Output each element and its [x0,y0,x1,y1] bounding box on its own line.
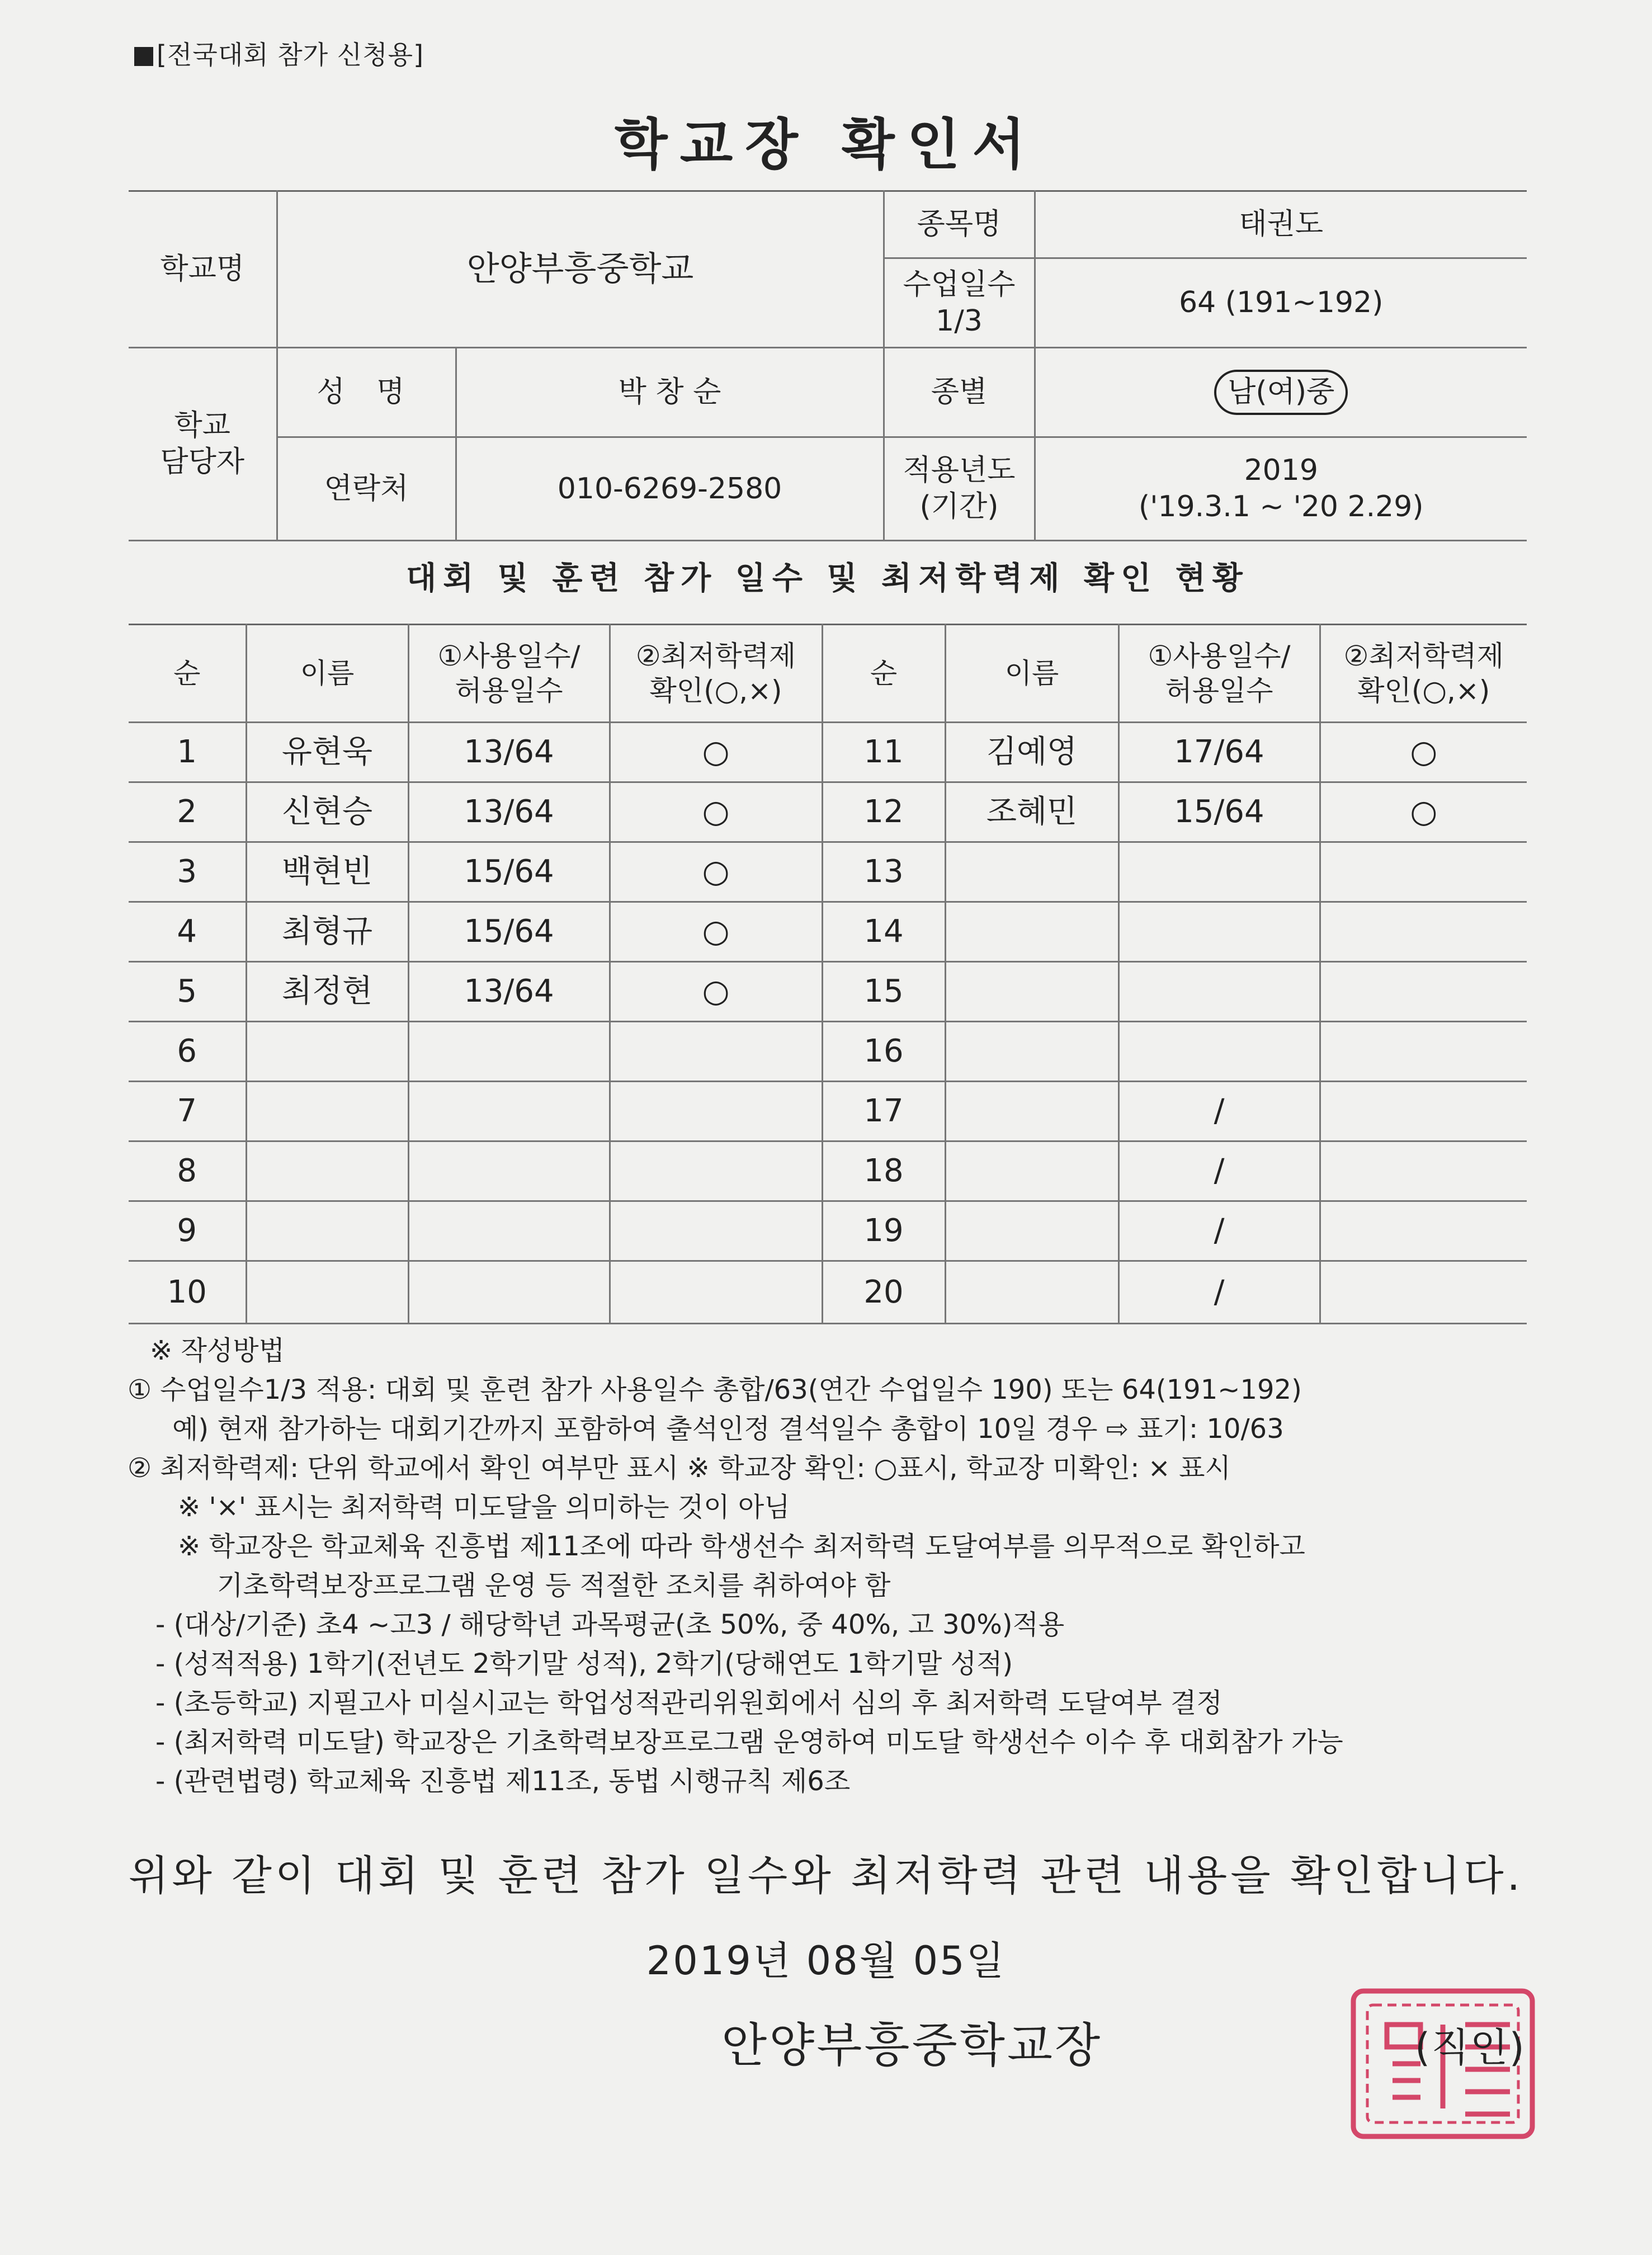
athlete-name [945,1082,1118,1141]
days-used: 17/64 [1118,723,1320,782]
min-academic-check [610,1201,822,1261]
row-number: 19 [822,1201,945,1261]
note-line: ※ 작성방법 [150,1335,285,1366]
row-number: 6 [129,1022,246,1082]
note-line: 기초학력보장프로그램 운영 등 적절한 조치를 취하여야 함 [217,1570,891,1601]
category-label: 종별 [884,348,1035,437]
table-row [129,1141,1527,1201]
table-row [129,902,1527,962]
school-name: 안양부흥중학교 [277,191,884,348]
sport-value: 태권도 [1035,191,1527,258]
note-line: ※ 학교장은 학교체육 진흥법 제11조에 따라 학생선수 최저학력 도달여부를 의무적으로 확인하고 [178,1531,1305,1562]
contact-phone-label: 연락처 [277,437,456,541]
athlete-name [945,1141,1118,1201]
note-line: 예) 현재 참가하는 대회기간까지 포함하여 출석인정 결석일수 총합이 10일 경우 ⇨ 표기: 10/63 [172,1413,1284,1445]
min-academic-check [610,1261,822,1324]
days-used [1118,1022,1320,1082]
note-line: - (관련법령) 학교체육 진흥법 제11조, 동법 시행규칙 제6조 [155,1766,851,1797]
min-academic-check [1320,1141,1527,1201]
row-number: 16 [822,1022,945,1082]
min-academic-check: ○ [610,723,822,782]
school-days-label: 수업일수 1/3 [884,258,1035,348]
row-number: 10 [129,1261,246,1324]
year-label: 적용년도 (기간) [884,437,1035,541]
min-academic-check [1320,1261,1527,1324]
days-used: 15/64 [408,842,610,902]
header-check: ②최저학력제 확인(○,×) [1320,625,1527,723]
days-used: 15/64 [408,902,610,962]
min-academic-check [610,1082,822,1141]
athlete-name: 신현승 [246,782,408,842]
form-tag: [전국대회 참가 신청용] [134,35,424,72]
days-used: / [1118,1261,1320,1324]
athlete-name: 백현빈 [246,842,408,902]
seal-mark-label: (직인) [1415,2025,1526,2070]
athlete-name: 조혜민 [945,782,1118,842]
note-line: - (성적적용) 1학기(전년도 2학기말 성적), 2학기(당해연도 1학기말 성적) [155,1648,1013,1680]
row-number: 1 [129,723,246,782]
note-line: - (최저학력 미도달) 학교장은 기초학력보장프로그램 운영하여 미도달 학생선수 이수 후 대회참가 가능 [155,1726,1343,1758]
contact-group-label: 학교 담당자 [129,348,277,541]
days-used: 15/64 [1118,782,1320,842]
note-line: ② 최저학력제: 단위 학교에서 확인 여부만 표시 ※ 학교장 확인: ○표시, 학교장 미확인: × 표시 [128,1452,1231,1484]
min-academic-check: ○ [610,842,822,902]
min-academic-check [1320,1022,1527,1082]
category-value [1035,348,1527,437]
note-line: ※ '×' 표시는 최저학력 미도달을 의미하는 것이 아님 [178,1492,790,1523]
table-row [129,1022,1527,1082]
row-number: 12 [822,782,945,842]
days-used: / [1118,1141,1320,1201]
min-academic-check [1320,842,1527,902]
days-used: 13/64 [408,723,610,782]
row-number: 4 [129,902,246,962]
days-used: / [1118,1082,1320,1141]
min-academic-check [610,1141,822,1201]
contact-phone: 010-6269-2580 [456,437,884,541]
square-bullet-icon [134,47,153,66]
header-days: ①사용일수/ 허용일수 [408,625,610,723]
section-title: 대회 및 훈련 참가 일수 및 최저학력제 확인 현황 [406,560,1249,597]
row-number: 8 [129,1141,246,1201]
table-row [129,962,1527,1022]
contact-name-label: 성 명 [277,348,456,437]
days-used [1118,902,1320,962]
notes-section [128,1331,1559,1801]
min-academic-check [1320,962,1527,1022]
athlete-name [945,962,1118,1022]
table-row [129,1082,1527,1141]
athlete-name: 최정현 [246,962,408,1022]
table-row [129,1261,1527,1324]
athlete-name [246,1022,408,1082]
row-number: 17 [822,1082,945,1141]
table-row [129,1201,1527,1261]
days-used [1118,842,1320,902]
athlete-name: 유현욱 [246,723,408,782]
confirmation-text: 위와 같이 대회 및 훈련 참가 일수와 최저학력 관련 내용을 확인합니다. [128,1852,1524,1900]
athlete-name [945,1201,1118,1261]
days-used [408,1082,610,1141]
row-number: 11 [822,723,945,782]
table-row [129,842,1527,902]
min-academic-check: ○ [610,962,822,1022]
row-number: 14 [822,902,945,962]
school-name-label: 학교명 [129,191,277,348]
athlete-name [246,1261,408,1324]
table-row [129,782,1527,842]
athlete-name [945,902,1118,962]
note-line: ① 수업일수1/3 적용: 대회 및 훈련 참가 사용일수 총합/63(연간 수업일수 190) 또는 64(191~192) [128,1374,1302,1405]
days-used [408,1261,610,1324]
row-number: 15 [822,962,945,1022]
days-used: / [1118,1201,1320,1261]
min-academic-check [1320,1082,1527,1141]
principal-name: 안양부흥중학교장 [721,2018,1103,2073]
row-number: 18 [822,1141,945,1201]
athlete-name [945,842,1118,902]
athlete-name: 김예영 [945,723,1118,782]
days-used [408,1201,610,1261]
header-name: 이름 [246,625,408,723]
roster-table [129,624,1527,1324]
athlete-name [246,1082,408,1141]
athlete-name [246,1201,408,1261]
athlete-name [945,1022,1118,1082]
header-no: 순 [129,625,246,723]
header-check: ②최저학력제 확인(○,×) [610,625,822,723]
row-number: 9 [129,1201,246,1261]
row-number: 7 [129,1082,246,1141]
min-academic-check [610,1022,822,1082]
school-days-value: 64 (191~192) [1035,258,1527,348]
days-used [408,1022,610,1082]
days-used [408,1141,610,1201]
sport-label: 종목명 [884,191,1035,258]
school-info-table [129,190,1527,541]
days-used: 13/64 [408,782,610,842]
year-value: 2019 ('19.3.1 ~ '20 2.29) [1035,437,1527,541]
header-name: 이름 [945,625,1118,723]
min-academic-check: ○ [610,902,822,962]
circled-male-mark: 남(여)중 [1214,370,1348,415]
min-academic-check: ○ [610,782,822,842]
contact-name: 박 창 순 [456,348,884,437]
athlete-name [246,1141,408,1201]
row-number: 20 [822,1261,945,1324]
days-used: 13/64 [408,962,610,1022]
roster-header-row [129,625,1527,723]
row-number: 3 [129,842,246,902]
row-number: 5 [129,962,246,1022]
note-line: - (대상/기준) 초4 ~고3 / 해당학년 과목평균(초 50%, 중 40%, 고 30%)적용 [155,1609,1065,1640]
header-no: 순 [822,625,945,723]
row-number: 13 [822,842,945,902]
min-academic-check [1320,902,1527,962]
min-academic-check [1320,1201,1527,1261]
min-academic-check: ○ [1320,782,1527,842]
athlete-name [945,1261,1118,1324]
header-days: ①사용일수/ 허용일수 [1118,625,1320,723]
note-line: - (초등학교) 지필고사 미실시교는 학업성적관리위원회에서 심의 후 최저학력 도달여부 결정 [155,1687,1223,1719]
min-academic-check: ○ [1320,723,1527,782]
document-title: 학교장 확인서 [614,113,1038,177]
days-used [1118,962,1320,1022]
row-number: 2 [129,782,246,842]
athlete-name: 최형규 [246,902,408,962]
issue-date: 2019년 08월 05일 [646,1938,1006,1984]
table-row [129,723,1527,782]
